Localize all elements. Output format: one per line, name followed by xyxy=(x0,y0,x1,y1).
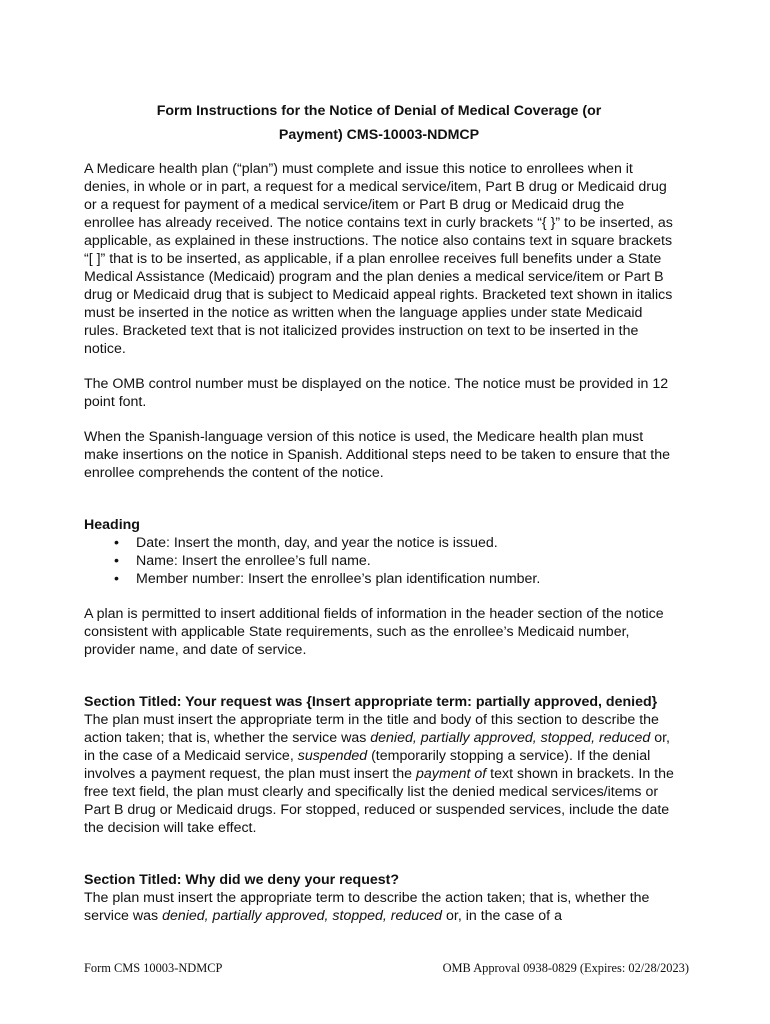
heading-bullet-list xyxy=(84,534,674,588)
bullet-item-name xyxy=(114,552,674,570)
title-line-2: Payment) CMS-10003-NDMCP xyxy=(278,127,480,143)
intro-paragraph-2: The OMB control number must be displayed on the notice. The notice must be provided in 12 point font. xyxy=(84,376,669,410)
section-request-body: The plan must insert the appropriate term in the title and body of this section to describe the action taken; that is, whether the service was denied, partially approved, stopped, reduced or, in the case of a Medicaid service, suspended (temporarily stopping a service). If the denial involves a payment request, the plan must insert the payment of text shown in brackets. In the free text field, the plan must clearly and specifically list the denied medical services/items or Part B drug or Medicaid drugs. For stopped, reduced or suspended services, include the date the decision will take effect. xyxy=(84,712,674,836)
bullet-dot-icon: • xyxy=(114,553,119,569)
page-title xyxy=(84,99,674,147)
bullet-item-date xyxy=(114,534,674,552)
intro-paragraph-3: When the Spanish-language version of this notice is used, the Medicare health plan must make insertions on the notice in Spanish. Additional steps need to be taken to ensure that the enrollee comprehends the content of the notice. xyxy=(84,429,671,481)
section-why-heading: Section Titled: Why did we deny your request? xyxy=(84,872,400,888)
bullet-text: Date: Insert the month, day, and year the notice is issued. xyxy=(136,535,498,551)
title-line-1: Form Instructions for the Notice of Denial of Medical Coverage (or xyxy=(156,103,602,119)
bullet-dot-icon: • xyxy=(114,535,119,551)
section-why-body: The plan must insert the appropriate term to describe the action taken; that is, whether the service was denied, partially approved, stopped, reduced or, in the case of a xyxy=(84,890,650,924)
intro-paragraph-1: A Medicare health plan (“plan”) must complete and issue this notice to enrollees when it denies, in whole or in part, a request for a medical service/item, Part B drug or Medicaid drug or a request for payment of a medical service/item or Part B drug or Medicaid drug the enrollee has already received. The notice contains text in curly brackets “{ }” to be inserted, as applicable, as explained in these instructions. The notice also contains text in square brackets “[ ]” that is to be inserted, as applicable, if a plan enrollee receives full benefits under a State Medical Assistance (Medicaid) program and the plan denies a medical service/item or Part B drug or Medicaid drug that is subject to Medicaid appeal rights. Bracketed text shown in italics must be inserted in the notice as written when the language applies under state Medicaid rules. Bracketed text that is not italicized provides instruction on text to be inserted in the notice. xyxy=(84,161,673,357)
bullet-text: Name: Insert the enrollee’s full name. xyxy=(136,553,371,569)
footer-form-id: Form CMS 10003-NDMCP xyxy=(84,961,223,975)
heading-section-title: Heading xyxy=(84,517,140,533)
bullet-item-member-number xyxy=(114,570,674,588)
bullet-text: Member number: Insert the enrollee’s plan identification number. xyxy=(136,571,541,587)
bullet-dot-icon: • xyxy=(114,571,119,587)
document-page xyxy=(84,99,674,925)
heading-note-paragraph: A plan is permitted to insert additional fields of information in the header section of the notice consistent with applicable State requirements, such as the enrollee’s Medicaid number, provider name, and date of service. xyxy=(84,606,664,658)
footer-omb-approval: OMB Approval 0938-0829 (Expires: 02/28/2023) xyxy=(442,961,689,975)
section-request-heading: Section Titled: Your request was {Insert appropriate term: partially approved, denied} xyxy=(84,694,658,710)
